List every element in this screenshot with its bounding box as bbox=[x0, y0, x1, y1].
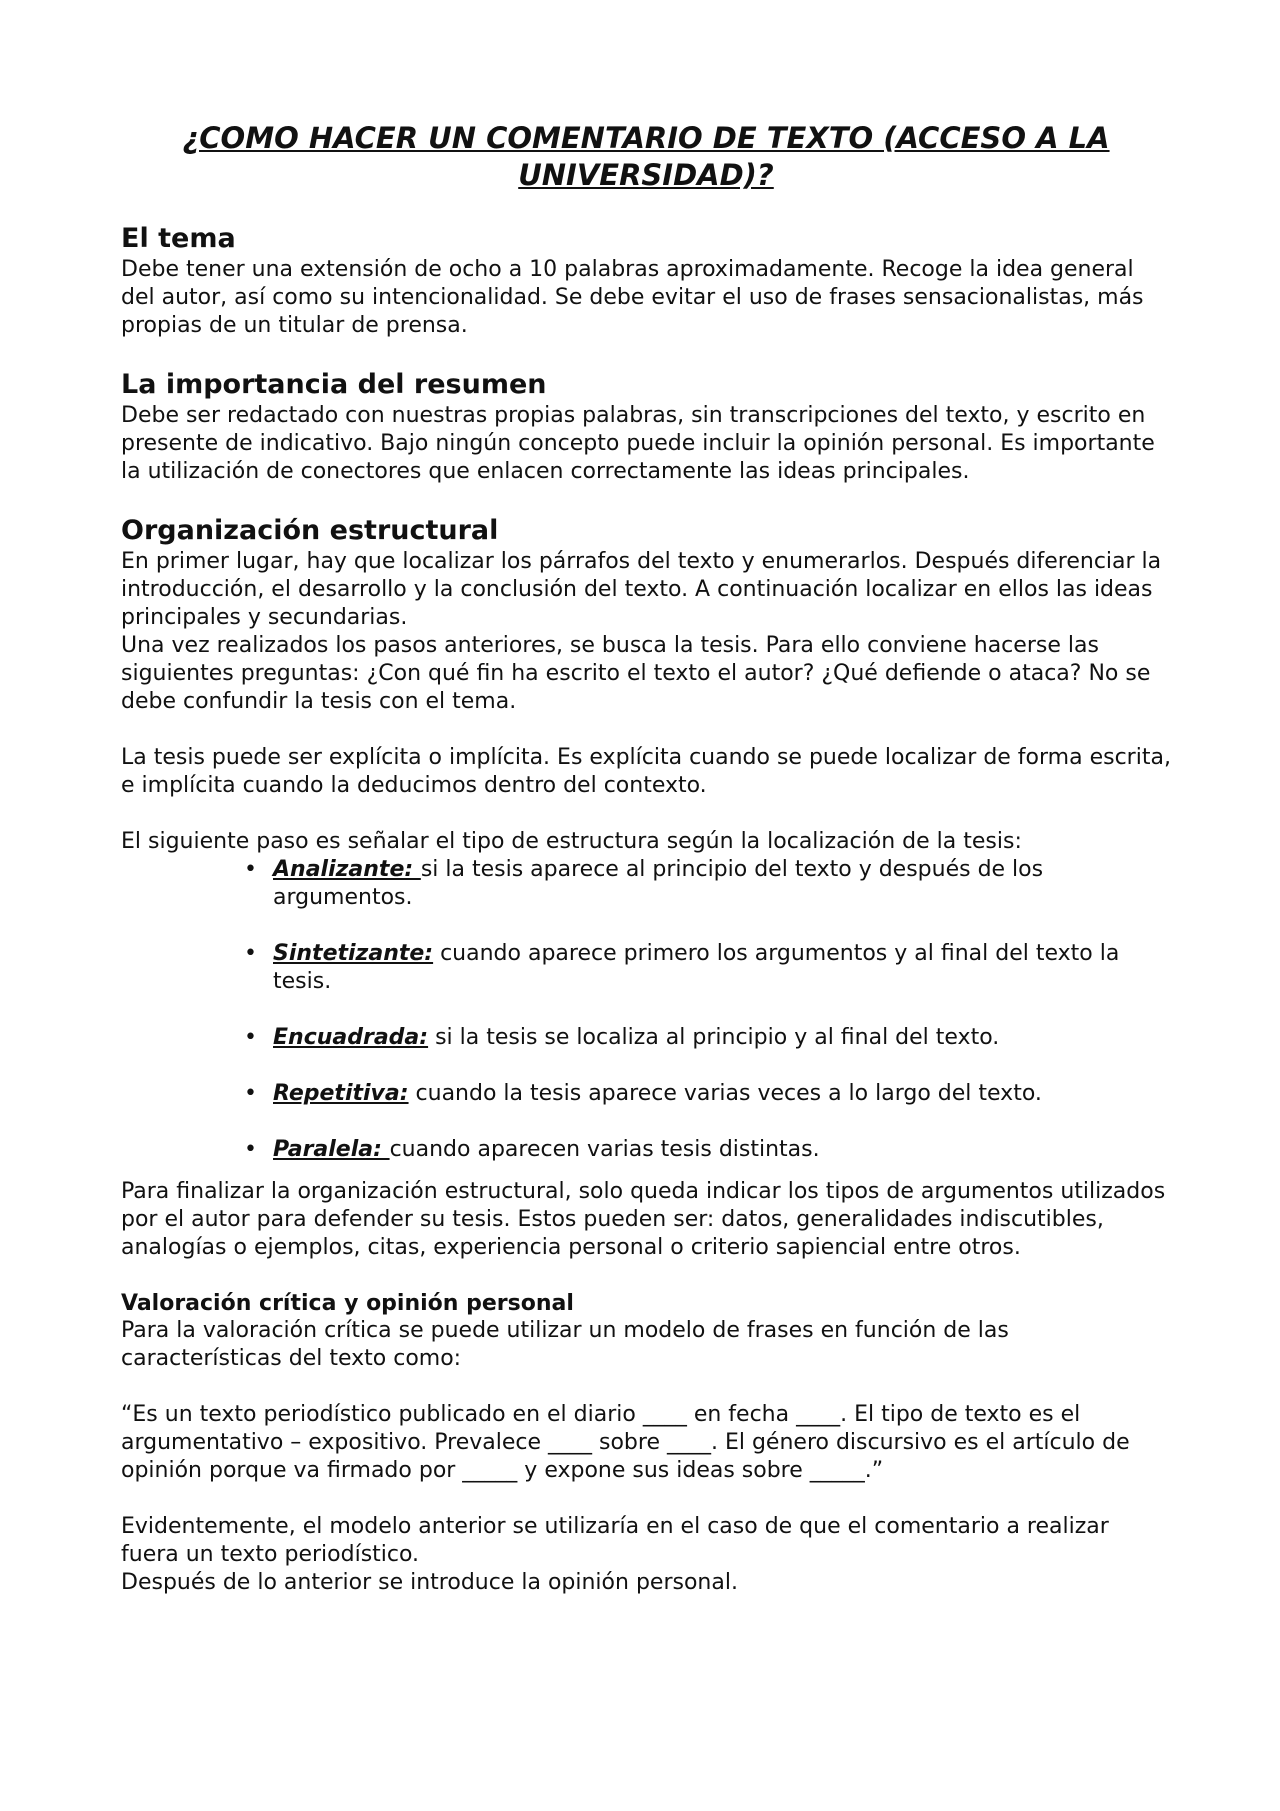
term-description: cuando aparece primero los argumentos y al final del texto la tesis. bbox=[273, 941, 1120, 994]
term-description: cuando aparecen varias tesis distintas. bbox=[389, 1137, 820, 1162]
list-item bbox=[244, 1080, 1171, 1108]
paragraph-valoracion-3: Evidentemente, el modelo anterior se utilizaría en el caso de que el comentario a realizar fuera un texto periodístico. bbox=[121, 1514, 1109, 1567]
document-page bbox=[121, 120, 1171, 1597]
list-item bbox=[244, 1024, 1171, 1052]
term-label: Paralela: bbox=[273, 1137, 390, 1162]
heading-resumen: La importancia del resumen bbox=[121, 369, 547, 400]
heading-tema: El tema bbox=[121, 223, 236, 254]
bullet-icon: • bbox=[244, 1137, 257, 1162]
heading-valoracion: Valoración crítica y opinión personal bbox=[121, 1291, 574, 1316]
paragraph-valoracion-1: Para la valoración crítica se puede utilizar un modelo de frases en función de las características del texto como: bbox=[121, 1318, 1009, 1371]
paragraph-organizacion-2: Una vez realizados los pasos anteriores, se busca la tesis. Para ello conviene hacerse las siguientes preguntas: ¿Con qué fin ha escrito el texto el autor? ¿Qué defiende o ataca? No se debe confundir la tesis con el tema. bbox=[121, 633, 1151, 714]
list-item bbox=[244, 940, 1171, 996]
list-item bbox=[244, 856, 1171, 912]
term-description: si la tesis aparece al principio del texto y después de los argumentos. bbox=[273, 857, 1044, 910]
page-title: ¿COMO HACER UN COMENTARIO DE TEXTO (ACCESO A LA UNIVERSIDAD)? bbox=[182, 121, 1110, 192]
paragraph-organizacion-5: Para finalizar la organización estructural, solo queda indicar los tipos de argumentos utilizados por el autor para defender su tesis. Estos pueden ser: datos, generalidades indiscutibles, analogías o ejemplos, citas, experiencia personal o criterio sapiencial entre otros. bbox=[121, 1179, 1166, 1260]
bullet-icon: • bbox=[244, 857, 257, 882]
paragraph-valoracion-4: Después de lo anterior se introduce la opinión personal. bbox=[121, 1570, 738, 1595]
structure-types-list bbox=[121, 856, 1171, 1164]
bullet-icon: • bbox=[244, 1025, 257, 1050]
heading-organizacion: Organización estructural bbox=[121, 515, 499, 546]
term-label: Sintetizante: bbox=[273, 941, 434, 966]
term-description: si la tesis se localiza al principio y al final del texto. bbox=[428, 1025, 1000, 1050]
paragraph-organizacion-4: El siguiente paso es señalar el tipo de estructura según la localización de la tesis: bbox=[121, 829, 1022, 854]
term-label: Repetitiva: bbox=[273, 1081, 409, 1106]
term-description: cuando la tesis aparece varias veces a lo largo del texto. bbox=[408, 1081, 1042, 1106]
paragraph-organizacion-3: La tesis puede ser explícita o implícita. Es explícita cuando se puede localizar de forma escrita, e implícita cuando la deducimos dentro del contexto. bbox=[121, 745, 1171, 798]
list-item bbox=[244, 1136, 1171, 1164]
paragraph-tema: Debe tener una extensión de ocho a 10 palabras aproximadamente. Recoge la idea general del autor, así como su intencionalidad. Se debe evitar el uso de frases sensacionalistas, más propias de un titular de prensa. bbox=[121, 257, 1144, 338]
paragraph-valoracion-model: “Es un texto periodístico publicado en el diario ____ en fecha ____. El tipo de texto es el argumentativo – expositivo. Prevalece ____ sobre ____. El género discursivo es el artículo de opinión porque va firmado por _____ y expone sus ideas sobre _____.” bbox=[121, 1402, 1130, 1483]
term-label: Encuadrada: bbox=[273, 1025, 429, 1050]
paragraph-organizacion-1: En primer lugar, hay que localizar los párrafos del texto y enumerarlos. Después diferenciar la introducción, el desarrollo y la conclusión del texto. A continuación localizar en ellos las ideas principales y secundarias. bbox=[121, 549, 1162, 630]
bullet-icon: • bbox=[244, 941, 257, 966]
term-label: Analizante: bbox=[273, 857, 421, 882]
bullet-icon: • bbox=[244, 1081, 257, 1106]
paragraph-resumen: Debe ser redactado con nuestras propias palabras, sin transcripciones del texto, y escrito en presente de indicativo. Bajo ningún concepto puede incluir la opinión personal. Es importante la utilización de conectores que enlacen correctamente las ideas principales. bbox=[121, 403, 1155, 484]
